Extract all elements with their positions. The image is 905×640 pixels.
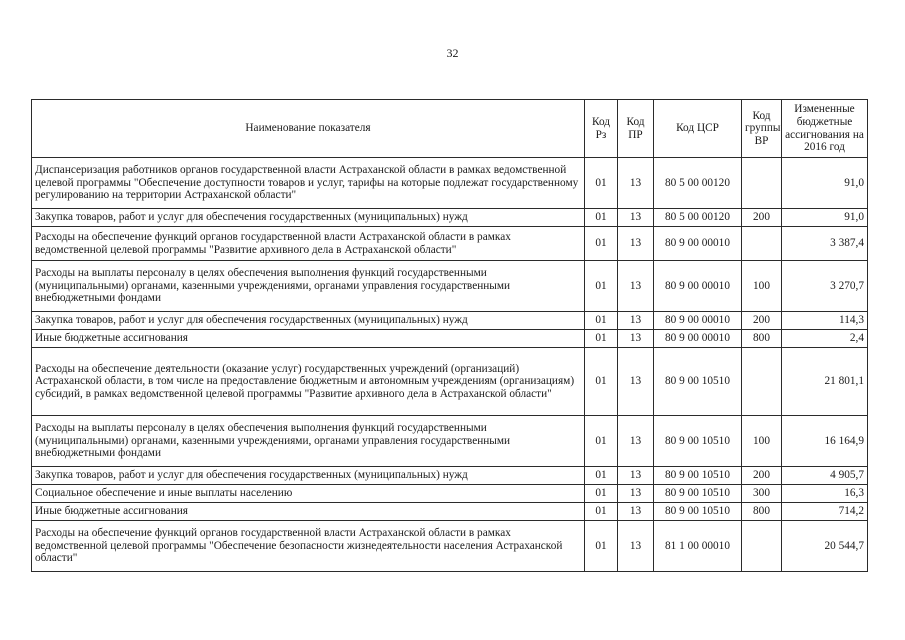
table-row (32, 312, 868, 330)
row-code-rz: 01 (585, 261, 618, 312)
row-code-vr (742, 158, 782, 209)
table-row (32, 261, 868, 312)
row-name: Социальное обеспечение и иные выплаты населению (32, 485, 585, 503)
row-amount: 3 270,7 (782, 261, 868, 312)
row-code-csr: 80 5 00 00120 (654, 209, 742, 227)
table-row (32, 158, 868, 209)
row-code-vr: 200 (742, 312, 782, 330)
row-code-rz: 01 (585, 348, 618, 416)
row-name: Иные бюджетные ассигнования (32, 330, 585, 348)
row-code-vr (742, 521, 782, 572)
table-row (32, 503, 868, 521)
row-code-vr: 800 (742, 503, 782, 521)
row-code-csr: 80 9 00 00010 (654, 261, 742, 312)
budget-table (31, 99, 868, 572)
row-code-pr: 13 (618, 261, 654, 312)
row-code-pr: 13 (618, 521, 654, 572)
row-code-csr: 80 9 00 10510 (654, 416, 742, 467)
table-header-row (32, 100, 868, 158)
row-amount: 114,3 (782, 312, 868, 330)
row-code-rz: 01 (585, 467, 618, 485)
row-code-rz: 01 (585, 158, 618, 209)
header-code-vr: Код группы ВР (742, 100, 782, 158)
row-amount: 16,3 (782, 485, 868, 503)
row-name: Закупка товаров, работ и услуг для обеспечения государственных (муниципальных) нужд (32, 209, 585, 227)
table-row (32, 521, 868, 572)
row-code-pr: 13 (618, 467, 654, 485)
table-row (32, 467, 868, 485)
row-name: Расходы на обеспечение функций органов государственной власти Астраханской области в рамках ведомственной целевой программы "Обеспечение безопасности жизнедеятельности населения Астраханской области" (32, 521, 585, 572)
row-code-rz: 01 (585, 503, 618, 521)
row-code-vr: 300 (742, 485, 782, 503)
row-amount: 16 164,9 (782, 416, 868, 467)
row-code-csr: 80 9 00 10510 (654, 485, 742, 503)
table-row (32, 330, 868, 348)
row-code-vr (742, 227, 782, 261)
row-code-vr: 100 (742, 416, 782, 467)
header-amount: Измененные бюджетные ассигнования на 2016 год (782, 100, 868, 158)
table-body (32, 158, 868, 572)
row-name: Закупка товаров, работ и услуг для обеспечения государственных (муниципальных) нужд (32, 467, 585, 485)
row-amount: 91,0 (782, 209, 868, 227)
row-code-vr: 800 (742, 330, 782, 348)
row-code-pr: 13 (618, 416, 654, 467)
row-code-pr: 13 (618, 312, 654, 330)
row-amount: 4 905,7 (782, 467, 868, 485)
table-row (32, 227, 868, 261)
header-code-rz: Код Рз (585, 100, 618, 158)
row-code-vr: 200 (742, 467, 782, 485)
row-code-csr: 80 9 00 00010 (654, 312, 742, 330)
row-name: Расходы на выплаты персоналу в целях обеспечения выполнения функций государственными (муниципальными) органами, казенными учреждениями, органами управления государственными внебюджетными фондами (32, 261, 585, 312)
row-name: Иные бюджетные ассигнования (32, 503, 585, 521)
row-code-vr: 200 (742, 209, 782, 227)
row-name: Закупка товаров, работ и услуг для обеспечения государственных (муниципальных) нужд (32, 312, 585, 330)
row-code-csr: 80 5 00 00120 (654, 158, 742, 209)
header-code-csr: Код ЦСР (654, 100, 742, 158)
row-code-pr: 13 (618, 503, 654, 521)
row-code-pr: 13 (618, 209, 654, 227)
row-amount: 21 801,1 (782, 348, 868, 416)
row-code-csr: 80 9 00 00010 (654, 330, 742, 348)
row-code-pr: 13 (618, 485, 654, 503)
row-code-rz: 01 (585, 521, 618, 572)
row-code-pr: 13 (618, 348, 654, 416)
row-amount: 91,0 (782, 158, 868, 209)
header-code-pr: Код ПР (618, 100, 654, 158)
row-code-pr: 13 (618, 330, 654, 348)
row-name: Расходы на выплаты персоналу в целях обеспечения выполнения функций государственными (муниципальными) органами, казенными учреждениями, органами управления государственными внебюджетными фондами (32, 416, 585, 467)
row-name: Расходы на обеспечение деятельности (оказание услуг) государственных учреждений (организаций) Астраханской области, в том числе на предоставление бюджетным и автономным учреждениям (организациям) субсидий, в рамках ведомственной целевой программы "Развитие архивного дела в Астраханской области" (32, 348, 585, 416)
row-code-csr: 80 9 00 10510 (654, 503, 742, 521)
row-name: Расходы на обеспечение функций органов государственной власти Астраханской области в рамках ведомственной целевой программы "Развитие архивного дела в Астраханской области" (32, 227, 585, 261)
table-row (32, 485, 868, 503)
row-code-rz: 01 (585, 227, 618, 261)
row-amount: 20 544,7 (782, 521, 868, 572)
table-row (32, 209, 868, 227)
row-code-rz: 01 (585, 209, 618, 227)
row-code-rz: 01 (585, 330, 618, 348)
row-amount: 3 387,4 (782, 227, 868, 261)
row-amount: 2,4 (782, 330, 868, 348)
row-name: Диспансеризация работников органов государственной власти Астраханской области в рамках ведомственной целевой программы "Обеспечение доступности товаров и услуг, тарифы на которые подлежат государственному регулированию на территории Астраханской области" (32, 158, 585, 209)
row-code-vr: 100 (742, 261, 782, 312)
row-code-rz: 01 (585, 416, 618, 467)
row-code-csr: 80 9 00 10510 (654, 467, 742, 485)
row-code-rz: 01 (585, 485, 618, 503)
row-code-pr: 13 (618, 227, 654, 261)
row-code-csr: 81 1 00 00010 (654, 521, 742, 572)
row-amount: 714,2 (782, 503, 868, 521)
table-row (32, 416, 868, 467)
page-number: 32 (446, 46, 459, 60)
row-code-csr: 80 9 00 00010 (654, 227, 742, 261)
table-row (32, 348, 868, 416)
row-code-csr: 80 9 00 10510 (654, 348, 742, 416)
row-code-vr (742, 348, 782, 416)
header-name: Наименование показателя (32, 100, 585, 158)
row-code-rz: 01 (585, 312, 618, 330)
row-code-pr: 13 (618, 158, 654, 209)
